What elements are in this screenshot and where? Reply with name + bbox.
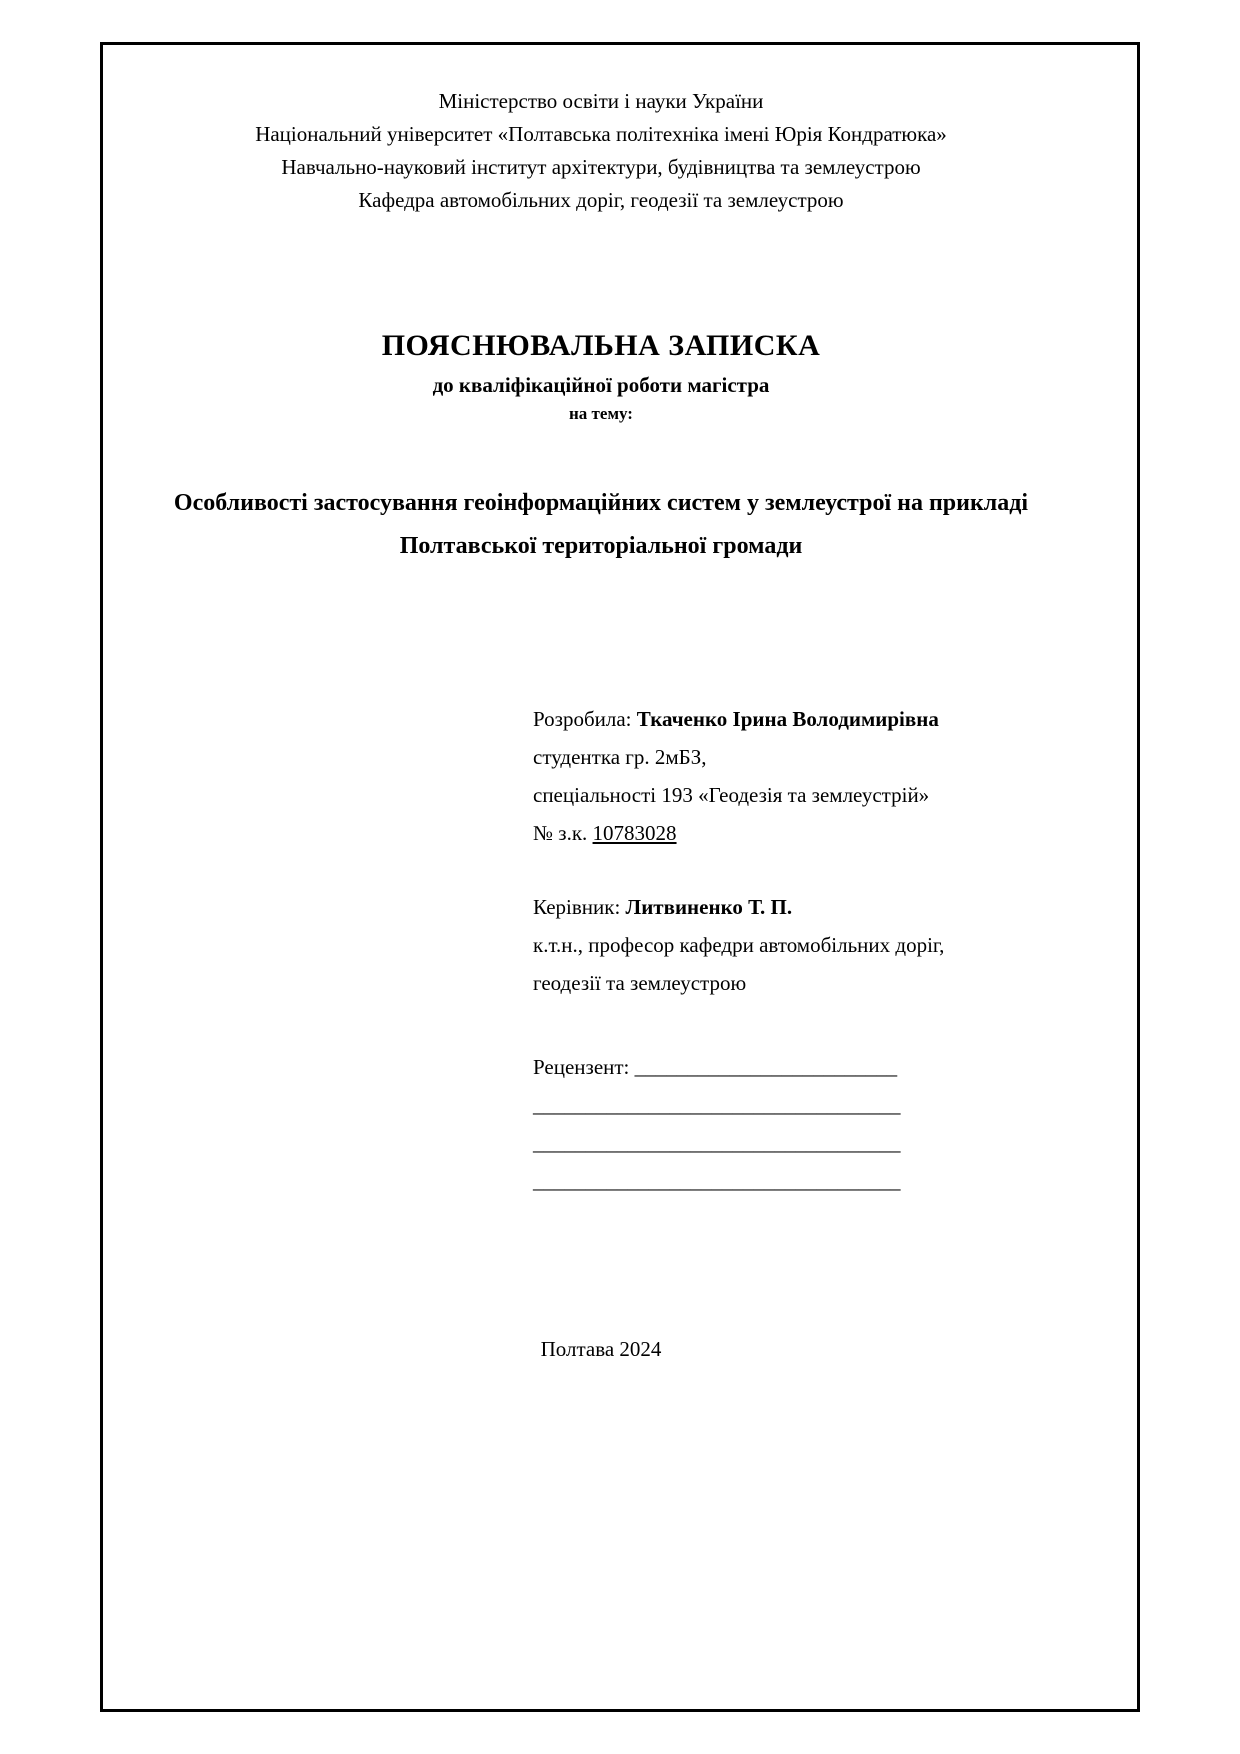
developer-group-line: студентка гр. 2мБЗ, [533,745,707,769]
thesis-topic: Особливості застосування геоінформаційних систем у землеустрої на прикладі Полтавської територіальної громади [173,490,1029,559]
institution-header [135,85,1067,217]
supervisor-label: Керівник: [533,895,621,919]
record-number-label: № з.к. [533,821,588,845]
supervisor-title-line: к.т.н., професор кафедри автомобільних доріг, [533,933,945,957]
reviewer-blank-inline: _________________________ [634,1055,898,1079]
reviewer-blank-line: ___________________________________ [533,1169,901,1193]
credits-block [533,700,1067,1200]
document-subtitle: до кваліфікаційної роботи магістра [432,373,770,397]
reviewer-label: Рецензент: [533,1055,630,1079]
supervisor-name: Литвиненко Т. П. [625,895,793,919]
university-line: Національний університет «Полтавська політехніка імені Юрія Кондратюка» [255,122,947,146]
developer-label: Розробила: [533,707,632,731]
reviewer-blank-line: ___________________________________ [533,1131,901,1155]
title-block [135,329,1067,424]
department-line: Кафедра автомобільних доріг, геодезії та землеустрою [358,188,844,212]
developer-specialty-line: спеціальності 193 «Геодезія та землеустрій» [533,783,930,807]
topic-label: на тему: [569,404,633,423]
record-number-line [533,814,1067,852]
record-number-value: 10783028 [592,821,677,845]
institute-line: Навчально-науковий інститут архітектури, будівництва та землеустрою [281,155,921,179]
developer-name: Ткаченко Ірина Володимирівна [636,707,939,731]
reviewer-blank-line: ___________________________________ [533,1093,901,1117]
developer-line [533,700,1067,738]
supervisor-title-line2: геодезії та землеустрою [533,971,747,995]
document-title: ПОЯСНЮВАЛЬНА ЗАПИСКА [381,329,821,362]
page-border-frame [100,42,1140,1712]
ministry-line: Міністерство освіти і науки України [438,89,764,113]
supervisor-line [533,888,1067,926]
city-year-footer: Полтава 2024 [540,1337,662,1361]
reviewer-line [533,1048,1067,1086]
